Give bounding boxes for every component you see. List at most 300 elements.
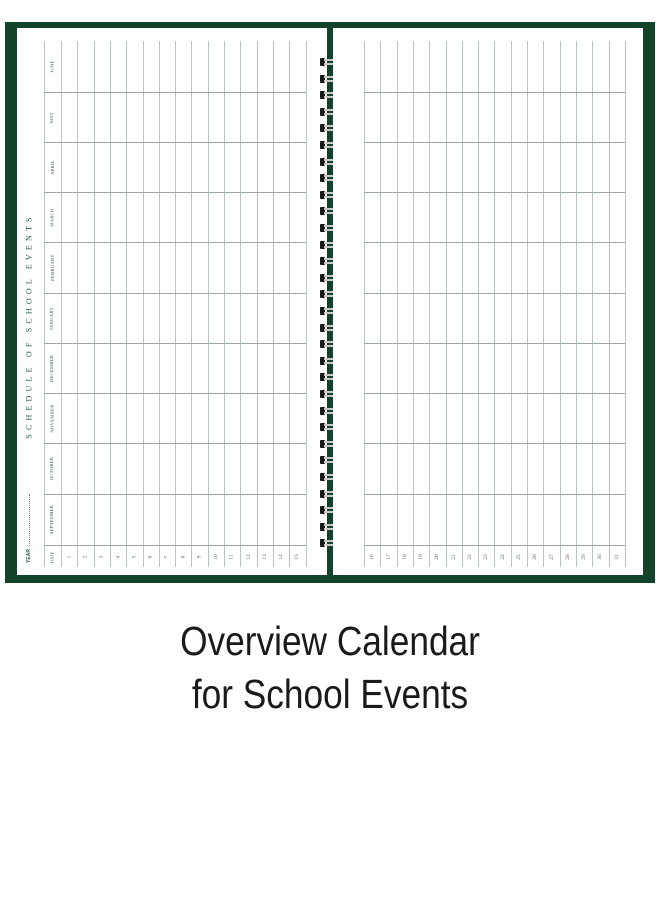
calendar-cell[interactable] xyxy=(593,193,608,242)
calendar-cell[interactable] xyxy=(610,294,625,343)
calendar-cell[interactable] xyxy=(447,344,462,393)
calendar-cell[interactable] xyxy=(414,93,429,142)
calendar-cell[interactable] xyxy=(225,344,240,393)
calendar-cell[interactable] xyxy=(463,394,478,443)
calendar-cell[interactable] xyxy=(512,243,527,293)
calendar-cell[interactable] xyxy=(495,193,510,242)
calendar-cell[interactable] xyxy=(544,93,559,142)
calendar-cell[interactable] xyxy=(78,93,93,142)
calendar-cell[interactable] xyxy=(479,243,494,293)
calendar-cell[interactable] xyxy=(258,243,273,293)
calendar-cell[interactable] xyxy=(144,143,159,192)
calendar-cell[interactable] xyxy=(365,394,380,443)
calendar-cell[interactable] xyxy=(160,344,175,393)
calendar-cell[interactable] xyxy=(144,495,159,545)
calendar-cell[interactable] xyxy=(577,42,592,92)
calendar-cell[interactable] xyxy=(528,193,543,242)
calendar-cell[interactable] xyxy=(512,344,527,393)
calendar-cell[interactable] xyxy=(160,193,175,242)
calendar-cell[interactable] xyxy=(479,394,494,443)
calendar-cell[interactable] xyxy=(192,243,207,293)
calendar-cell[interactable] xyxy=(95,93,110,142)
calendar-cell[interactable] xyxy=(398,444,413,494)
calendar-cell[interactable] xyxy=(127,444,142,494)
calendar-cell[interactable] xyxy=(78,243,93,293)
calendar-cell[interactable] xyxy=(62,143,77,192)
calendar-cell[interactable] xyxy=(463,193,478,242)
calendar-cell[interactable] xyxy=(95,344,110,393)
calendar-cell[interactable] xyxy=(593,444,608,494)
calendar-cell[interactable] xyxy=(561,394,576,443)
calendar-cell[interactable] xyxy=(561,42,576,92)
calendar-cell[interactable] xyxy=(610,193,625,242)
calendar-cell[interactable] xyxy=(127,243,142,293)
calendar-cell[interactable] xyxy=(381,294,396,343)
calendar-cell[interactable] xyxy=(258,294,273,343)
calendar-cell[interactable] xyxy=(111,495,126,545)
year-write-line[interactable] xyxy=(29,494,30,546)
calendar-cell[interactable] xyxy=(447,42,462,92)
calendar-cell[interactable] xyxy=(209,93,224,142)
calendar-cell[interactable] xyxy=(365,294,380,343)
calendar-cell[interactable] xyxy=(241,444,256,494)
calendar-cell[interactable] xyxy=(290,93,305,142)
calendar-cell[interactable] xyxy=(495,444,510,494)
calendar-cell[interactable] xyxy=(95,444,110,494)
calendar-cell[interactable] xyxy=(95,495,110,545)
calendar-cell[interactable] xyxy=(62,42,77,92)
calendar-cell[interactable] xyxy=(365,243,380,293)
calendar-cell[interactable] xyxy=(127,294,142,343)
calendar-cell[interactable] xyxy=(176,193,191,242)
calendar-cell[interactable] xyxy=(225,93,240,142)
calendar-cell[interactable] xyxy=(463,93,478,142)
calendar-cell[interactable] xyxy=(209,344,224,393)
calendar-cell[interactable] xyxy=(381,42,396,92)
calendar-cell[interactable] xyxy=(290,444,305,494)
calendar-cell[interactable] xyxy=(274,193,289,242)
calendar-cell[interactable] xyxy=(176,495,191,545)
calendar-cell[interactable] xyxy=(544,143,559,192)
calendar-cell[interactable] xyxy=(528,294,543,343)
calendar-cell[interactable] xyxy=(160,93,175,142)
calendar-cell[interactable] xyxy=(593,294,608,343)
calendar-cell[interactable] xyxy=(398,394,413,443)
calendar-cell[interactable] xyxy=(290,193,305,242)
calendar-cell[interactable] xyxy=(111,93,126,142)
calendar-cell[interactable] xyxy=(577,243,592,293)
calendar-cell[interactable] xyxy=(463,42,478,92)
calendar-cell[interactable] xyxy=(398,193,413,242)
calendar-cell[interactable] xyxy=(225,143,240,192)
calendar-cell[interactable] xyxy=(258,344,273,393)
calendar-cell[interactable] xyxy=(62,394,77,443)
calendar-cell[interactable] xyxy=(95,193,110,242)
calendar-cell[interactable] xyxy=(144,193,159,242)
calendar-cell[interactable] xyxy=(561,294,576,343)
calendar-cell[interactable] xyxy=(447,394,462,443)
calendar-cell[interactable] xyxy=(593,495,608,545)
calendar-cell[interactable] xyxy=(463,294,478,343)
calendar-cell[interactable] xyxy=(258,42,273,92)
calendar-cell[interactable] xyxy=(544,42,559,92)
calendar-cell[interactable] xyxy=(528,344,543,393)
calendar-cell[interactable] xyxy=(512,394,527,443)
calendar-cell[interactable] xyxy=(447,294,462,343)
calendar-cell[interactable] xyxy=(463,344,478,393)
calendar-cell[interactable] xyxy=(192,93,207,142)
calendar-cell[interactable] xyxy=(610,243,625,293)
calendar-cell[interactable] xyxy=(160,243,175,293)
calendar-cell[interactable] xyxy=(258,495,273,545)
calendar-cell[interactable] xyxy=(78,42,93,92)
calendar-cell[interactable] xyxy=(495,243,510,293)
calendar-cell[interactable] xyxy=(495,42,510,92)
calendar-cell[interactable] xyxy=(398,344,413,393)
calendar-cell[interactable] xyxy=(78,344,93,393)
calendar-cell[interactable] xyxy=(241,294,256,343)
calendar-cell[interactable] xyxy=(225,394,240,443)
calendar-cell[interactable] xyxy=(78,444,93,494)
calendar-cell[interactable] xyxy=(610,495,625,545)
calendar-cell[interactable] xyxy=(78,294,93,343)
calendar-cell[interactable] xyxy=(528,143,543,192)
calendar-cell[interactable] xyxy=(430,444,445,494)
calendar-cell[interactable] xyxy=(544,394,559,443)
calendar-cell[interactable] xyxy=(593,344,608,393)
calendar-cell[interactable] xyxy=(447,444,462,494)
calendar-cell[interactable] xyxy=(495,495,510,545)
calendar-cell[interactable] xyxy=(290,495,305,545)
calendar-cell[interactable] xyxy=(430,344,445,393)
calendar-cell[interactable] xyxy=(561,193,576,242)
calendar-cell[interactable] xyxy=(127,143,142,192)
calendar-cell[interactable] xyxy=(414,193,429,242)
calendar-cell[interactable] xyxy=(495,143,510,192)
calendar-cell[interactable] xyxy=(463,143,478,192)
calendar-cell[interactable] xyxy=(430,42,445,92)
calendar-cell[interactable] xyxy=(127,344,142,393)
calendar-cell[interactable] xyxy=(561,243,576,293)
calendar-cell[interactable] xyxy=(225,495,240,545)
calendar-cell[interactable] xyxy=(577,444,592,494)
calendar-cell[interactable] xyxy=(577,344,592,393)
calendar-cell[interactable] xyxy=(528,93,543,142)
calendar-cell[interactable] xyxy=(111,344,126,393)
calendar-cell[interactable] xyxy=(176,294,191,343)
calendar-cell[interactable] xyxy=(544,444,559,494)
calendar-cell[interactable] xyxy=(95,143,110,192)
calendar-cell[interactable] xyxy=(495,294,510,343)
calendar-cell[interactable] xyxy=(381,344,396,393)
calendar-cell[interactable] xyxy=(258,394,273,443)
calendar-cell[interactable] xyxy=(62,444,77,494)
calendar-cell[interactable] xyxy=(111,193,126,242)
calendar-cell[interactable] xyxy=(495,344,510,393)
calendar-cell[interactable] xyxy=(398,143,413,192)
calendar-cell[interactable] xyxy=(593,143,608,192)
calendar-cell[interactable] xyxy=(176,444,191,494)
calendar-cell[interactable] xyxy=(577,143,592,192)
calendar-cell[interactable] xyxy=(160,394,175,443)
calendar-cell[interactable] xyxy=(463,444,478,494)
calendar-cell[interactable] xyxy=(144,243,159,293)
calendar-cell[interactable] xyxy=(160,42,175,92)
calendar-cell[interactable] xyxy=(365,495,380,545)
calendar-cell[interactable] xyxy=(290,344,305,393)
calendar-cell[interactable] xyxy=(381,243,396,293)
calendar-cell[interactable] xyxy=(414,143,429,192)
calendar-cell[interactable] xyxy=(430,193,445,242)
calendar-cell[interactable] xyxy=(144,444,159,494)
calendar-cell[interactable] xyxy=(78,495,93,545)
calendar-cell[interactable] xyxy=(479,42,494,92)
calendar-cell[interactable] xyxy=(241,243,256,293)
calendar-cell[interactable] xyxy=(258,143,273,192)
calendar-cell[interactable] xyxy=(398,42,413,92)
calendar-cell[interactable] xyxy=(381,193,396,242)
calendar-cell[interactable] xyxy=(209,143,224,192)
calendar-cell[interactable] xyxy=(593,93,608,142)
calendar-cell[interactable] xyxy=(398,243,413,293)
calendar-cell[interactable] xyxy=(430,93,445,142)
calendar-cell[interactable] xyxy=(365,344,380,393)
calendar-cell[interactable] xyxy=(479,143,494,192)
calendar-cell[interactable] xyxy=(274,42,289,92)
calendar-cell[interactable] xyxy=(127,193,142,242)
calendar-cell[interactable] xyxy=(209,394,224,443)
calendar-cell[interactable] xyxy=(414,495,429,545)
calendar-cell[interactable] xyxy=(225,444,240,494)
calendar-cell[interactable] xyxy=(561,344,576,393)
calendar-cell[interactable] xyxy=(111,294,126,343)
calendar-cell[interactable] xyxy=(209,444,224,494)
calendar-cell[interactable] xyxy=(398,93,413,142)
calendar-cell[interactable] xyxy=(528,394,543,443)
calendar-cell[interactable] xyxy=(610,143,625,192)
calendar-cell[interactable] xyxy=(160,143,175,192)
calendar-cell[interactable] xyxy=(127,394,142,443)
calendar-cell[interactable] xyxy=(258,193,273,242)
calendar-cell[interactable] xyxy=(365,42,380,92)
calendar-cell[interactable] xyxy=(381,93,396,142)
calendar-cell[interactable] xyxy=(209,243,224,293)
calendar-cell[interactable] xyxy=(241,344,256,393)
calendar-cell[interactable] xyxy=(62,193,77,242)
calendar-cell[interactable] xyxy=(610,394,625,443)
calendar-cell[interactable] xyxy=(512,495,527,545)
calendar-cell[interactable] xyxy=(274,243,289,293)
calendar-cell[interactable] xyxy=(512,143,527,192)
calendar-cell[interactable] xyxy=(593,42,608,92)
calendar-cell[interactable] xyxy=(225,294,240,343)
calendar-cell[interactable] xyxy=(365,93,380,142)
calendar-cell[interactable] xyxy=(176,143,191,192)
calendar-cell[interactable] xyxy=(495,93,510,142)
calendar-cell[interactable] xyxy=(447,495,462,545)
calendar-cell[interactable] xyxy=(144,394,159,443)
calendar-cell[interactable] xyxy=(544,495,559,545)
calendar-cell[interactable] xyxy=(414,444,429,494)
calendar-cell[interactable] xyxy=(577,495,592,545)
calendar-cell[interactable] xyxy=(111,243,126,293)
calendar-cell[interactable] xyxy=(544,193,559,242)
calendar-cell[interactable] xyxy=(241,93,256,142)
calendar-cell[interactable] xyxy=(62,93,77,142)
calendar-cell[interactable] xyxy=(528,495,543,545)
calendar-cell[interactable] xyxy=(78,143,93,192)
calendar-cell[interactable] xyxy=(561,93,576,142)
calendar-cell[interactable] xyxy=(144,294,159,343)
calendar-cell[interactable] xyxy=(430,394,445,443)
calendar-cell[interactable] xyxy=(274,495,289,545)
calendar-cell[interactable] xyxy=(209,495,224,545)
calendar-cell[interactable] xyxy=(577,294,592,343)
calendar-cell[interactable] xyxy=(192,495,207,545)
calendar-cell[interactable] xyxy=(528,444,543,494)
calendar-cell[interactable] xyxy=(95,394,110,443)
calendar-cell[interactable] xyxy=(512,42,527,92)
calendar-cell[interactable] xyxy=(95,243,110,293)
calendar-cell[interactable] xyxy=(430,495,445,545)
calendar-cell[interactable] xyxy=(62,243,77,293)
calendar-cell[interactable] xyxy=(512,193,527,242)
calendar-cell[interactable] xyxy=(274,93,289,142)
calendar-cell[interactable] xyxy=(192,444,207,494)
calendar-cell[interactable] xyxy=(192,394,207,443)
calendar-cell[interactable] xyxy=(577,193,592,242)
calendar-cell[interactable] xyxy=(544,294,559,343)
calendar-cell[interactable] xyxy=(290,243,305,293)
calendar-cell[interactable] xyxy=(414,243,429,293)
calendar-cell[interactable] xyxy=(192,42,207,92)
calendar-cell[interactable] xyxy=(414,294,429,343)
calendar-cell[interactable] xyxy=(577,394,592,443)
calendar-cell[interactable] xyxy=(176,243,191,293)
calendar-cell[interactable] xyxy=(610,344,625,393)
calendar-cell[interactable] xyxy=(463,495,478,545)
calendar-cell[interactable] xyxy=(274,444,289,494)
calendar-cell[interactable] xyxy=(544,344,559,393)
calendar-cell[interactable] xyxy=(225,193,240,242)
calendar-cell[interactable] xyxy=(544,243,559,293)
calendar-cell[interactable] xyxy=(430,294,445,343)
calendar-cell[interactable] xyxy=(192,143,207,192)
calendar-cell[interactable] xyxy=(479,294,494,343)
calendar-cell[interactable] xyxy=(495,394,510,443)
calendar-cell[interactable] xyxy=(479,193,494,242)
calendar-cell[interactable] xyxy=(290,42,305,92)
calendar-cell[interactable] xyxy=(447,193,462,242)
calendar-cell[interactable] xyxy=(241,193,256,242)
calendar-cell[interactable] xyxy=(192,294,207,343)
calendar-cell[interactable] xyxy=(577,93,592,142)
calendar-cell[interactable] xyxy=(274,294,289,343)
calendar-cell[interactable] xyxy=(512,93,527,142)
calendar-cell[interactable] xyxy=(127,42,142,92)
calendar-cell[interactable] xyxy=(561,444,576,494)
calendar-cell[interactable] xyxy=(479,93,494,142)
calendar-cell[interactable] xyxy=(447,143,462,192)
calendar-cell[interactable] xyxy=(274,143,289,192)
calendar-cell[interactable] xyxy=(528,243,543,293)
calendar-cell[interactable] xyxy=(398,294,413,343)
calendar-cell[interactable] xyxy=(111,143,126,192)
calendar-cell[interactable] xyxy=(160,294,175,343)
calendar-cell[interactable] xyxy=(398,495,413,545)
calendar-cell[interactable] xyxy=(241,143,256,192)
calendar-cell[interactable] xyxy=(62,495,77,545)
calendar-cell[interactable] xyxy=(111,394,126,443)
calendar-cell[interactable] xyxy=(290,394,305,443)
calendar-cell[interactable] xyxy=(62,344,77,393)
calendar-cell[interactable] xyxy=(381,143,396,192)
calendar-cell[interactable] xyxy=(479,444,494,494)
calendar-cell[interactable] xyxy=(381,394,396,443)
calendar-cell[interactable] xyxy=(127,495,142,545)
calendar-cell[interactable] xyxy=(176,93,191,142)
calendar-cell[interactable] xyxy=(365,193,380,242)
calendar-cell[interactable] xyxy=(381,495,396,545)
calendar-cell[interactable] xyxy=(209,294,224,343)
calendar-cell[interactable] xyxy=(160,444,175,494)
calendar-cell[interactable] xyxy=(176,42,191,92)
calendar-cell[interactable] xyxy=(144,344,159,393)
calendar-cell[interactable] xyxy=(430,143,445,192)
calendar-cell[interactable] xyxy=(610,444,625,494)
calendar-cell[interactable] xyxy=(176,344,191,393)
calendar-cell[interactable] xyxy=(127,93,142,142)
calendar-cell[interactable] xyxy=(528,42,543,92)
calendar-cell[interactable] xyxy=(192,193,207,242)
calendar-cell[interactable] xyxy=(95,294,110,343)
calendar-cell[interactable] xyxy=(365,143,380,192)
calendar-cell[interactable] xyxy=(414,394,429,443)
calendar-cell[interactable] xyxy=(274,344,289,393)
calendar-cell[interactable] xyxy=(593,394,608,443)
calendar-cell[interactable] xyxy=(95,42,110,92)
calendar-cell[interactable] xyxy=(290,294,305,343)
calendar-cell[interactable] xyxy=(561,143,576,192)
calendar-cell[interactable] xyxy=(258,444,273,494)
calendar-cell[interactable] xyxy=(479,495,494,545)
calendar-cell[interactable] xyxy=(610,42,625,92)
calendar-cell[interactable] xyxy=(512,294,527,343)
calendar-cell[interactable] xyxy=(176,394,191,443)
calendar-cell[interactable] xyxy=(241,495,256,545)
calendar-cell[interactable] xyxy=(561,495,576,545)
calendar-cell[interactable] xyxy=(144,93,159,142)
calendar-cell[interactable] xyxy=(111,42,126,92)
calendar-cell[interactable] xyxy=(209,193,224,242)
calendar-cell[interactable] xyxy=(365,444,380,494)
calendar-cell[interactable] xyxy=(225,243,240,293)
calendar-cell[interactable] xyxy=(463,243,478,293)
calendar-cell[interactable] xyxy=(430,243,445,293)
calendar-cell[interactable] xyxy=(274,394,289,443)
calendar-cell[interactable] xyxy=(192,344,207,393)
calendar-cell[interactable] xyxy=(225,42,240,92)
calendar-cell[interactable] xyxy=(479,344,494,393)
calendar-cell[interactable] xyxy=(78,394,93,443)
calendar-cell[interactable] xyxy=(144,42,159,92)
calendar-cell[interactable] xyxy=(610,93,625,142)
calendar-cell[interactable] xyxy=(447,93,462,142)
calendar-cell[interactable] xyxy=(160,495,175,545)
calendar-cell[interactable] xyxy=(593,243,608,293)
calendar-cell[interactable] xyxy=(241,394,256,443)
calendar-cell[interactable] xyxy=(290,143,305,192)
